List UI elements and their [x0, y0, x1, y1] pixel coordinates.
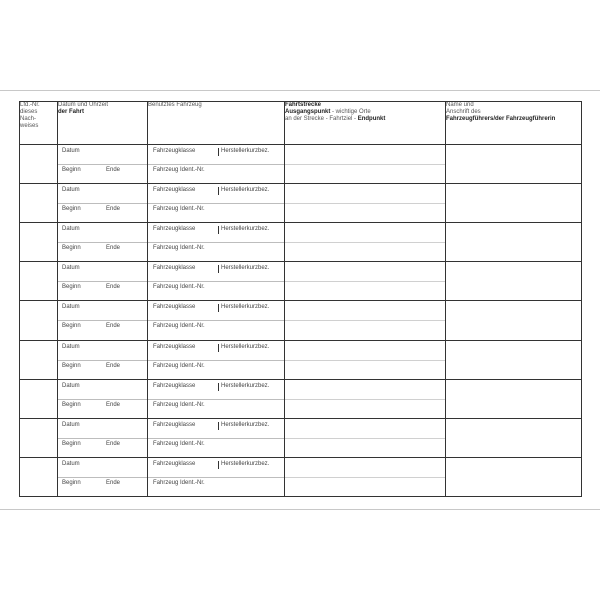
name-anschrift-cell[interactable] [446, 223, 582, 262]
name-anschrift-cell[interactable] [446, 340, 582, 379]
fahrtstrecke-cell[interactable] [285, 418, 446, 457]
name-anschrift-cell[interactable] [446, 418, 582, 457]
name-anschrift-cell[interactable] [446, 301, 582, 340]
beginn-label: Beginn [62, 362, 81, 369]
ende-label: Ende [106, 245, 121, 252]
beginn-label: Beginn [62, 479, 81, 486]
fahrtstrecke-cell[interactable] [285, 145, 446, 184]
datum-cell[interactable] [58, 262, 148, 301]
name-anschrift-cell[interactable] [446, 457, 582, 496]
fahrtstrecke-cell[interactable] [285, 184, 446, 223]
datum-label: Datum [62, 148, 80, 154]
table-row [20, 418, 582, 457]
beginn-label: Beginn [62, 167, 81, 173]
fahrzeug-cell[interactable] [148, 418, 285, 457]
fahrzeug-cell[interactable] [148, 184, 285, 223]
fahrzeug-cell[interactable] [148, 223, 285, 262]
fahrzeugklasse-label: Fahrzeugklasse [153, 304, 196, 311]
fahrtstrecke-cell[interactable] [285, 223, 446, 262]
ident-nr-label: Fahrzeug Ident.-Nr. [153, 401, 205, 408]
beginn-label: Beginn [62, 323, 81, 330]
name-anschrift-cell[interactable] [446, 184, 582, 223]
ende-label: Ende [106, 284, 121, 291]
fahrzeugklasse-label: Fahrzeugklasse [153, 460, 196, 467]
fahrzeugklasse-label: Fahrzeugklasse [153, 421, 196, 428]
header-fahrtstrecke: Fahrtstrecke Ausgangspunkt - wichtige Orte an der Strecke - Fahrtziel - Endpunkt [285, 102, 446, 145]
table-row [20, 262, 582, 301]
datum-label: Datum [62, 304, 80, 311]
herstellerkurzbez-label: Herstellerkurzbez. [221, 265, 270, 272]
ident-nr-label: Fahrzeug Ident.-Nr. [153, 167, 205, 173]
beginn-label: Beginn [62, 401, 81, 408]
datum-cell[interactable] [58, 184, 148, 223]
lfd-nr-cell[interactable] [20, 457, 58, 496]
fahrzeug-cell[interactable] [148, 340, 285, 379]
ende-label: Ende [106, 206, 121, 213]
table-row [20, 379, 582, 418]
datum-label: Datum [62, 460, 80, 467]
name-anschrift-cell[interactable] [446, 145, 582, 184]
table-row [20, 145, 582, 184]
ende-label: Ende [106, 440, 121, 447]
beginn-label: Beginn [62, 245, 81, 252]
herstellerkurzbez-label: Herstellerkurzbez. [221, 226, 270, 233]
lfd-nr-cell[interactable] [20, 262, 58, 301]
beginn-label: Beginn [62, 206, 81, 213]
ident-nr-label: Fahrzeug Ident.-Nr. [153, 245, 205, 252]
header-row [20, 102, 582, 145]
fahrtstrecke-cell[interactable] [285, 457, 446, 496]
datum-label: Datum [62, 343, 80, 350]
fahrtstrecke-cell[interactable] [285, 340, 446, 379]
ende-label: Ende [106, 167, 121, 173]
herstellerkurzbez-label: Herstellerkurzbez. [221, 148, 270, 154]
ident-nr-label: Fahrzeug Ident.-Nr. [153, 284, 205, 291]
fahrzeug-cell[interactable] [148, 301, 285, 340]
ident-nr-label: Fahrzeug Ident.-Nr. [153, 440, 205, 447]
lfd-nr-cell[interactable] [20, 340, 58, 379]
herstellerkurzbez-label: Herstellerkurzbez. [221, 421, 270, 428]
datum-cell[interactable] [58, 301, 148, 340]
table-row [20, 340, 582, 379]
table-row [20, 301, 582, 340]
fahrzeugklasse-label: Fahrzeugklasse [153, 226, 196, 233]
datum-label: Datum [62, 265, 80, 272]
header-fahrzeug: Benutztes Fahrzeug [148, 102, 285, 145]
ident-nr-label: Fahrzeug Ident.-Nr. [153, 206, 205, 213]
header-name-anschrift: Name und Anschrift des Fahrzeugführers/der Fahrzeugführerin [446, 102, 582, 145]
fahrzeugklasse-label: Fahrzeugklasse [153, 343, 196, 350]
header-lfd-nr: Lfd.-Nr. dieses Nach- weises [20, 102, 58, 145]
table-row [20, 457, 582, 496]
ende-label: Ende [106, 323, 121, 330]
lfd-nr-cell[interactable] [20, 223, 58, 262]
fahrzeugklasse-label: Fahrzeugklasse [153, 382, 196, 389]
ident-nr-label: Fahrzeug Ident.-Nr. [153, 362, 205, 369]
datum-cell[interactable] [58, 457, 148, 496]
herstellerkurzbez-label: Herstellerkurzbez. [221, 460, 270, 467]
fahrzeug-cell[interactable] [148, 262, 285, 301]
datum-label: Datum [62, 226, 80, 233]
fahrtstrecke-cell[interactable] [285, 301, 446, 340]
ende-label: Ende [106, 401, 121, 408]
ende-label: Ende [106, 362, 121, 369]
datum-cell[interactable] [58, 340, 148, 379]
herstellerkurzbez-label: Herstellerkurzbez. [221, 343, 270, 350]
fahrzeugklasse-label: Fahrzeugklasse [153, 187, 196, 194]
fahrzeug-cell[interactable] [148, 457, 285, 496]
fahrtstrecke-cell[interactable] [285, 262, 446, 301]
datum-label: Datum [62, 421, 80, 428]
ident-nr-label: Fahrzeug Ident.-Nr. [153, 323, 205, 330]
herstellerkurzbez-label: Herstellerkurzbez. [221, 382, 270, 389]
header-datum: Datum und Uhrzeit der Fahrt [58, 102, 148, 145]
fahrzeugklasse-label: Fahrzeugklasse [153, 148, 196, 154]
lfd-nr-cell[interactable] [20, 145, 58, 184]
fahrtenbuch-table [19, 101, 582, 497]
table-row [20, 223, 582, 262]
beginn-label: Beginn [62, 440, 81, 447]
datum-cell[interactable] [58, 223, 148, 262]
datum-cell[interactable] [58, 418, 148, 457]
name-anschrift-cell[interactable] [446, 262, 582, 301]
datum-label: Datum [62, 187, 80, 194]
lfd-nr-cell[interactable] [20, 418, 58, 457]
ende-label: Ende [106, 479, 121, 486]
fahrzeugklasse-label: Fahrzeugklasse [153, 265, 196, 272]
name-anschrift-cell[interactable] [446, 379, 582, 418]
lfd-nr-cell[interactable] [20, 184, 58, 223]
datum-label: Datum [62, 382, 80, 389]
ident-nr-label: Fahrzeug Ident.-Nr. [153, 479, 205, 486]
fahrzeug-cell[interactable] [148, 379, 285, 418]
fahrtstrecke-cell[interactable] [285, 379, 446, 418]
datum-cell[interactable] [58, 379, 148, 418]
beginn-label: Beginn [62, 284, 81, 291]
datum-cell[interactable] [58, 145, 148, 184]
fahrzeug-cell[interactable] [148, 145, 285, 184]
lfd-nr-cell[interactable] [20, 379, 58, 418]
lfd-nr-cell[interactable] [20, 301, 58, 340]
herstellerkurzbez-label: Herstellerkurzbez. [221, 187, 270, 194]
table-row [20, 184, 582, 223]
herstellerkurzbez-label: Herstellerkurzbez. [221, 304, 270, 311]
